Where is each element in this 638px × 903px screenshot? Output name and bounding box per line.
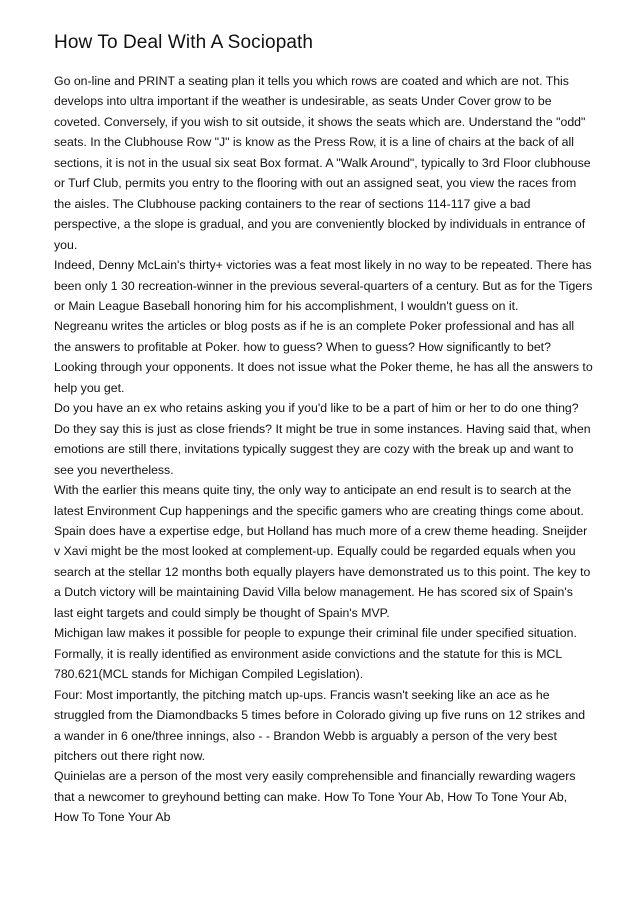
page-title: How To Deal With A Sociopath — [54, 32, 314, 53]
paragraph-seating-plan: Go on-line and PRINT a seating plan it tells you which rows are coated and which are not. This develops into ultra important if the weather is undesirable, as seats Under Cover grow to be coveted. Conversely, if you wish to sit outside, it shows the seats which are. Understand the "odd" seats. In the Clubhouse Row "J" is know as the Press Row, it is a line of chairs at the back of all sections, it is not in the usual six seat Box format. A "Walk Around", typically to 3rd Floor clubhouse or Turf Club, permits you entry to the flooring with out an assigned seat, you view the races from the aisles. The Clubhouse packing containers to the rear of sections 114-117 give a bad perspective, a the slope is gradual, and you are conveniently blocked by individuals in entrance of you. — [54, 74, 591, 252]
paragraph-quinielas: Quinielas are a person of the most very easily comprehensible and financially rewarding wagers that a newcomer to greyhound betting can make. How To Tone Your Ab, How To Tone Your Ab, How To Tone Your Ab — [54, 769, 576, 825]
paragraph-world-cup: With the earlier this means quite tiny, the only way to anticipate an end result is to search at the latest Environment Cup happenings and the specific gamers who are creating things come about. Spain does have a expertise edge, but Holland has much more of a crew theme heading. Sneijder v Xavi might be the most looked at complement-up. Equally could be regarded equals when you search at the stellar 12 months both equally players have demonstrated us to this point. The key to a Dutch victory will be maintaining David Villa below management. He has scored six of Spain's last eight targets and could simply be thought of Spain's MVP. — [54, 483, 591, 620]
paragraph-michigan-law: Michigan law makes it possible for people to expunge their criminal file under specified situation. Formally, it is really identified as environment aside convictions and the statute for this is MCL 780.621(MCL stands for Michigan Compiled Legislation). — [54, 626, 577, 682]
paragraph-ex: Do you have an ex who retains asking you if you'd like to be a part of him or her to do one thing? Do they say this is just as close friends? It might be true in some instances. Having said that, when emotions are still there, invitations typically suggest they are cozy with the break up and want to see you nevertheless. — [54, 401, 591, 477]
paragraph-negreanu: Negreanu writes the articles or blog posts as if he is an complete Poker professional and has all the answers to profitable at Poker. how to guess? When to guess? How significantly to bet? Looking through your opponents. It does not issue what the Poker theme, he has all the answers to help you get. — [54, 319, 593, 395]
paragraph-pitching: Four: Most importantly, the pitching match up-ups. Francis wasn't seeking like an ace as he struggled from the Diamondbacks 5 times before in Colorado giving up five runs on 12 strikes and a wander in 6 one/three innings, also - - Brandon Webb is arguably a person of the very best pitchers out there right now. — [54, 687, 586, 763]
document-page — [54, 30, 594, 828]
paragraph-denny-mclain: Indeed, Denny McLain's thirty+ victories was a feat most likely in no way to be repeated. There has been only 1 30 recreation-winner in the previous several-quarters of a century. But as for the Tigers or Main League Baseball honoring him for his accomplishment, I wouldn't guess on it. — [54, 258, 593, 313]
